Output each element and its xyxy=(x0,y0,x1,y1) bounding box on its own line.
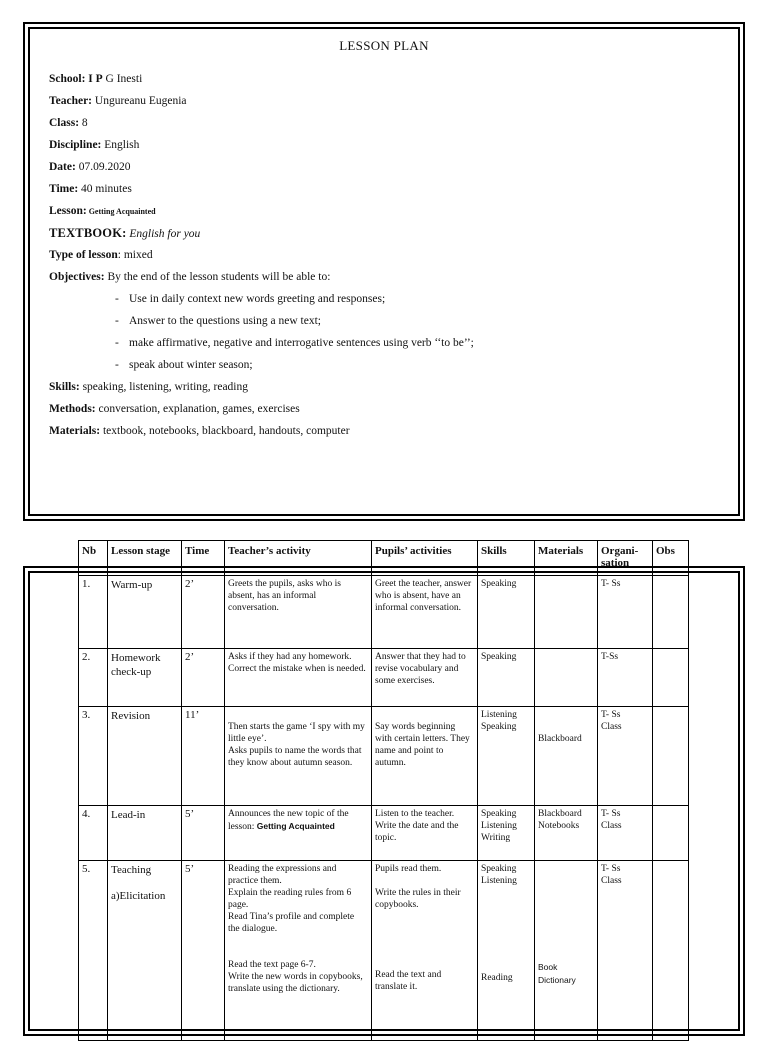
cell-nb: 2. xyxy=(79,649,108,707)
cell-organisation: T- Ss Class xyxy=(598,707,653,806)
cell-skills: Speaking xyxy=(478,576,535,649)
cell-nb: 1. xyxy=(79,576,108,649)
date-label: Date: xyxy=(49,161,76,173)
cell-teacher: Then starts the game ‘I spy with my little eye’. Asks pupils to name the words that they know about autumn season. xyxy=(225,707,372,806)
class-line xyxy=(49,115,729,137)
table-row xyxy=(79,861,689,1041)
cell-obs xyxy=(653,576,689,649)
lesson-line xyxy=(49,203,729,225)
cell-materials xyxy=(535,576,598,649)
cell-nb: 4. xyxy=(79,806,108,861)
cell-stage: Homework check-up xyxy=(108,649,182,707)
type-label: Type of lesson xyxy=(49,249,118,261)
cell-teacher: Announces the new topic of the lesson: Getting Acquainted xyxy=(225,806,372,861)
discipline-value: English xyxy=(101,139,140,151)
cell-nb: 5. xyxy=(79,861,108,1041)
cell-materials: Blackboard xyxy=(535,707,598,806)
cell-pupils: Listen to the teacher. Write the date and the topic. xyxy=(372,806,478,861)
cell-teacher: Reading the expressions and practice them. Explain the reading rules from 6 page. Read Tina’s profile and complete the dialogue. Read the text page 6-7. Write the new words in copybooks, translate using the dictionary. xyxy=(225,861,372,1041)
class-label: Class: xyxy=(49,117,80,129)
cell-organisation: T-Ss xyxy=(598,649,653,707)
cell-obs xyxy=(653,707,689,806)
cell-teacher: Greets the pupils, asks who is absent, has an informal conversation. xyxy=(225,576,372,649)
lesson-value: Getting Acquainted xyxy=(86,207,156,216)
cell-organisation: T- Ss Class xyxy=(598,806,653,861)
cell-materials: Blackboard Notebooks xyxy=(535,806,598,861)
cell-pupils: Pupils read them. Write the rules in their copybooks. Read the text and translate it. xyxy=(372,861,478,1041)
cell-stage: Teaching a)Elicitation xyxy=(108,861,182,1041)
col-header-nb: Nb xyxy=(79,541,108,576)
col-header-time: Time xyxy=(182,541,225,576)
cell-organisation: T- Ss xyxy=(598,576,653,649)
table-header-row xyxy=(79,541,689,576)
objectives-label: Objectives: xyxy=(49,271,105,283)
cell-time: 5’ xyxy=(182,806,225,861)
col-header-skills: Skills xyxy=(478,541,535,576)
cell-skills: Speaking Listening Reading xyxy=(478,861,535,1041)
cell-skills: Listening Speaking xyxy=(478,707,535,806)
objectives-list xyxy=(49,291,729,379)
textbook-label: TEXTBOOK: xyxy=(49,226,127,240)
col-header-obs: Obs xyxy=(653,541,689,576)
skills-line xyxy=(49,379,729,401)
cell-materials xyxy=(535,649,598,707)
school-value: G Inesti xyxy=(102,73,143,85)
cell-skills: Speaking Listening Writing xyxy=(478,806,535,861)
lesson-stages-table xyxy=(78,540,689,1041)
table-row xyxy=(79,707,689,806)
table-row xyxy=(79,576,689,649)
cell-stage: Revision xyxy=(108,707,182,806)
teacher-label: Teacher: xyxy=(49,95,93,107)
objectives-value: By the end of the lesson students will be able to: xyxy=(104,271,331,283)
time-line xyxy=(49,181,729,203)
type-line xyxy=(49,247,729,269)
type-value: : mixed xyxy=(117,249,153,261)
col-header-organisation: Organi-sation xyxy=(598,541,653,576)
cell-time: 11’ xyxy=(182,707,225,806)
cell-nb: 3. xyxy=(79,707,108,806)
table-row xyxy=(79,649,689,707)
discipline-label: Discipline: xyxy=(49,139,102,151)
teacher-line xyxy=(49,93,729,115)
cell-pupils: Say words beginning with certain letters. They name and point to autumn. xyxy=(372,707,478,806)
cell-materials: Book Dictionary xyxy=(535,861,598,1041)
cell-organisation: T- Ss Class xyxy=(598,861,653,1041)
textbook-line xyxy=(49,225,729,247)
cell-obs xyxy=(653,806,689,861)
page-title: LESSON PLAN xyxy=(339,38,429,53)
date-value: 07.09.2020 xyxy=(75,161,131,173)
cell-obs xyxy=(653,861,689,1041)
lesson-info xyxy=(49,71,729,445)
materials-label: Materials: xyxy=(49,425,101,437)
objective-item: - make affirmative, negative and interrogative sentences using verb ‘‘to be’’; xyxy=(115,337,474,349)
objectives-line xyxy=(49,269,729,291)
cell-stage: Warm-up xyxy=(108,576,182,649)
cell-teacher: Asks if they had any homework. Correct the mistake when is needed. xyxy=(225,649,372,707)
methods-value: conversation, explanation, games, exercises xyxy=(95,403,300,415)
table-row xyxy=(79,806,689,861)
col-header-materials: Materials xyxy=(535,541,598,576)
objective-item: - speak about winter season; xyxy=(115,359,253,371)
cell-pupils: Greet the teacher, answer who is absent, have an informal conversation. xyxy=(372,576,478,649)
cell-time: 2’ xyxy=(182,649,225,707)
skills-label: Skills: xyxy=(49,381,80,393)
discipline-line xyxy=(49,137,729,159)
cell-obs xyxy=(653,649,689,707)
teacher-value: Ungureanu Eugenia xyxy=(92,95,187,107)
cell-time: 2’ xyxy=(182,576,225,649)
cell-time: 5’ xyxy=(182,861,225,1041)
materials-line xyxy=(49,423,729,445)
time-value: 40 minutes xyxy=(78,183,132,195)
col-header-teacher: Teacher’s activity xyxy=(225,541,372,576)
methods-line xyxy=(49,401,729,423)
materials-value: textbook, notebooks, blackboard, handouts, computer xyxy=(100,425,350,437)
objective-item: - Answer to the questions using a new text; xyxy=(115,315,321,327)
class-value: 8 xyxy=(79,117,88,129)
methods-label: Methods: xyxy=(49,403,96,415)
col-header-stage: Lesson stage xyxy=(108,541,182,576)
school-line xyxy=(49,71,729,93)
time-label: Time: xyxy=(49,183,79,195)
cell-stage: Lead-in xyxy=(108,806,182,861)
date-line xyxy=(49,159,729,181)
textbook-value: English for you xyxy=(126,228,201,240)
skills-value: speaking, listening, writing, reading xyxy=(79,381,249,393)
cell-skills: Speaking xyxy=(478,649,535,707)
lesson-info-frame xyxy=(23,22,745,521)
cell-pupils: Answer that they had to revise vocabulary and some exercises. xyxy=(372,649,478,707)
school-label: School: I P xyxy=(49,73,103,85)
lesson-label: Lesson: xyxy=(49,205,87,217)
objective-item: - Use in daily context new words greeting and responses; xyxy=(115,293,386,305)
col-header-pupils: Pupils’ activities xyxy=(372,541,478,576)
